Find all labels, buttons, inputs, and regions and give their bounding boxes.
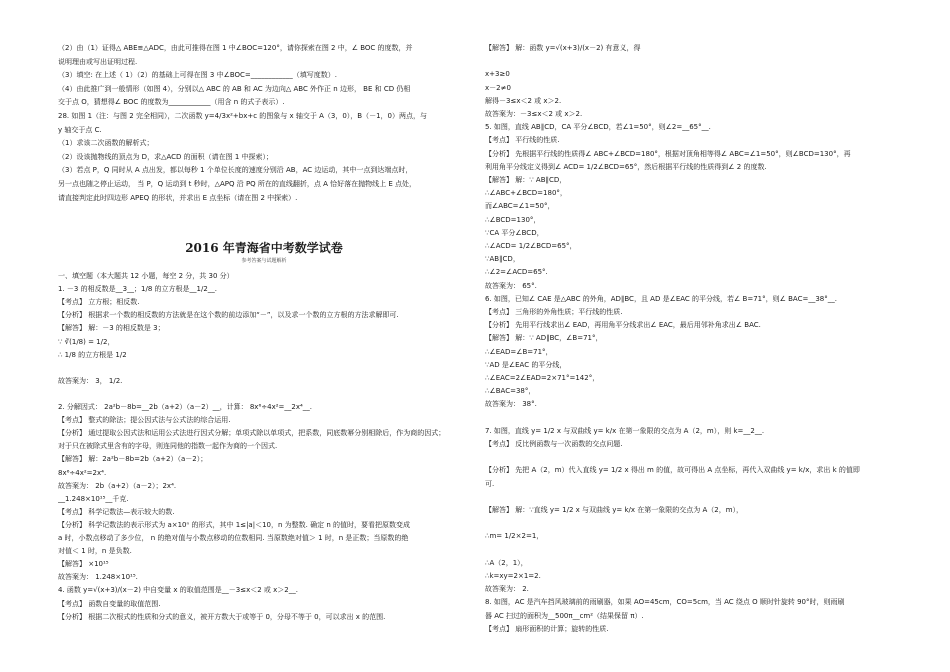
text-line: ∴m= 1/2×2=1， (485, 532, 544, 541)
text-line: （3）填空: 在上述（ 1）（2）的基础上可得在图 3 中∠BOC=____________（填写度数）. (58, 71, 338, 80)
text-line: 器 AC 扫过的面积为__500π__cm²（结果保留 π）. (485, 611, 644, 620)
text-line: （2）设该抛物线的顶点为 D，求△ACD 的面积（请在图 1 中探索）； (58, 152, 274, 161)
text-line: 而∠ABC=∠1=50°， (485, 202, 555, 211)
text-line: 6. 如图，已知∠ CAE 是△ABC 的外角，AD∥BC，且 AD 是∠EAC 的平分线，若∠ B=71°，则∠ BAC=__38°__. (485, 294, 837, 303)
text-line: ∵CA 平分∠BCD， (485, 228, 544, 237)
text-line: （1）求该二次函数的解析式； (58, 139, 154, 148)
text-line: ∴∠ACD= 1/2∠BCD=65°， (485, 242, 577, 250)
exam-title: 2016 年青海省中考数学试卷 (185, 241, 343, 255)
text-line: 【考点】 反比例函数与一次函数的交点问题. (485, 440, 623, 448)
text-line: （4）由此推广到一般情形（如图 4），分别以△ ABC 的 AB 和 AC 为边向△ ABC 外作正 n 边形， BE 和 CD 仍相 (58, 84, 411, 93)
text-line: 【解答】 解：∵直线 y= 1/2 x 与双曲线 y= k/x 在第一象限的交点为 A（2，m）， (485, 506, 744, 514)
text-line: y 轴交于点 C. (58, 125, 102, 134)
text-line: 【考点】 平行线的性质. (485, 136, 560, 145)
text-line: a 时，小数点移动了多少位， n 的绝对值与小数点移动的位数相同. 当原数绝对值＞ 1 时，n 是正数；当原数的绝 (58, 534, 409, 542)
text-line: 故答案为： 3， 1/2. (58, 376, 123, 385)
text-line: 【考点】 立方根；相反数. (58, 298, 140, 307)
text-line: 【解答】 解：2a²b－8b=2b（a+2）（a－2）； (58, 455, 208, 464)
text-line: 请直接判定此时四边形 APEQ 的形状，并求出 E 点坐标（请在图 2 中探索）. (58, 193, 298, 202)
text-line: ∴∠EAD=∠B=71°， (485, 347, 553, 356)
text-line: 【分析】 根据求一个数的相反数的方法就是在这个数的前边添加“－”，以及求一个数的立方根的方法求解即可. (58, 311, 399, 320)
text-line: 说明理由或写出证明过程. (58, 57, 138, 66)
text-line: 解得－3≤x＜2 或 x＞2. (485, 96, 562, 105)
text-line: 故答案为： 65°. (485, 281, 537, 290)
text-line: 8. 如图，AC 是汽车挡风玻璃前的雨刷器，如果 AO=45cm，CO=5cm，当 AC 绕点 O 顺时针旋转 90°时，则雨刷 (485, 598, 845, 607)
text-line: 【考点】 科学记数法—表示较大的数. (58, 507, 175, 516)
text-line: 【分析】 先用平行线求出∠ EAD，再用角平分线求出∠ EAC，最后用邻补角求出∠ BAC. (485, 321, 761, 330)
text-line: 交于点 O，猜想得∠ BOC 的度数为____________（用含 n 的式子表示）. (58, 98, 285, 107)
text-line: 1. －3 的相反数是__3__；1/8 的立方根是__1/2__. (58, 285, 218, 294)
text-line: 【分析】 根据二次根式的性质和分式的意义，被开方数大于或等于 0，分母不等于 0，可以求出 x 的范围. (58, 612, 386, 621)
text-line: 【解答】 解：∵ AD∥BC，∠B=71°， (485, 334, 603, 343)
text-line: 故答案为： 2b（a+2）（a－2）；2x⁴. (58, 481, 177, 490)
text-line: 故答案为：－3≤x＜2 或 x＞2. (485, 110, 583, 118)
text-line: x+3≥0 (485, 70, 510, 79)
text-line: 【分析】 先根据平行线的性质得∠ ABC+∠BCD=180°，根据对顶角相等得∠ ABC=∠1=50°，则∠BCD=130°，再 (485, 149, 851, 158)
text-line: ∵AB∥CD， (485, 255, 520, 264)
text-line: 【考点】 函数自变量的取值范围. (58, 599, 161, 608)
text-line: 7. 如图，直线 y= 1/2 x 与双曲线 y= k/x 在第一象限的交点为 A（2，m），则 k=__2__. (485, 426, 765, 435)
text-line: 8x⁶÷4x²=2x⁴. (58, 468, 107, 477)
text-line: 故答案为： 38°. (485, 400, 537, 409)
text-line: 利用角平分线定义得到∠ ACD= 1/2∠BCD=65°，然后根据平行线的性质得到∠ 2 的度数. (485, 162, 767, 171)
text-line: ∴A（2，1）， (485, 558, 528, 567)
text-line: ∴∠2=∠ACD=65°. (485, 268, 548, 277)
text-line: ∴∠BCD=130°， (485, 215, 541, 224)
left-column (58, 0, 470, 672)
text-line: 对于只在被除式里含有的字母，则连同他的指数一起作为商的一个因式. (58, 442, 278, 451)
text-line: ∴∠BAC=38°， (485, 387, 536, 396)
text-line: 2. 分解因式： 2a²b－8b=__2b（a+2）（a－2）__，计算： 8x⁶÷4x²=__2x⁴__. (58, 403, 313, 411)
text-line: ∵AD 是∠EAC 的平分线， (485, 360, 567, 369)
text-line: 【考点】 整式的除法；提公因式法与公式法的综合运用. (58, 416, 231, 425)
text-line: 28. 如图 1（注：与图 2 完全相同），二次函数 y=4/3x²+bx+c 的图象与 x 轴交于 A（3，0），B（－1，0）两点，与 (58, 112, 427, 120)
text-line: 【分析】 先把 A（2，m）代入直线 y= 1/2 x 得出 m 的值，故可得出 A 点坐标，再代入双曲线 y= k/x，求出 k 的值即 (485, 466, 860, 475)
text-line: 【解答】 解：函数 y=√(x+3)/(x－2) 有意义，得 (485, 44, 641, 52)
text-line: 【分析】 通过提取公因式法和运用公式法进行因式分解；单项式除以单项式，把系数，同底数幂分别相除后，作为商的因式； (58, 429, 446, 438)
text-line: 一、填空题（本大题共 12 小题，每空 2 分，共 30 分） (58, 272, 234, 280)
text-line: ∴∠EAC=2∠EAD=2×71°=142°， (485, 374, 600, 382)
text-line: 可. (485, 479, 495, 488)
text-line: 【解答】 解：∵ AB∥CD， (485, 176, 567, 184)
text-line: 【考点】 扇形面积的计算；旋转的性质. (485, 624, 609, 633)
text-line: 故答案为： 1.248×10¹⁵. (58, 573, 138, 582)
text-line: 【解答】 ×10¹⁵ (58, 560, 109, 569)
text-line: 对值＜ 1 时，n 是负数. (58, 547, 132, 556)
text-line: ∵ ∛(1/8) = 1/2， (58, 337, 115, 346)
text-line: ∴∠ABC+∠BCD=180°， (485, 189, 567, 198)
text-line: 另一点也随之停止运动， 当 P，Q 运动到 t 秒时，△APQ 沿 PQ 所在的直线翻折，点 A 恰好落在抛物线上 E 点处， (58, 180, 417, 188)
text-line: ∴k=xy=2×1=2. (485, 572, 541, 580)
answer-subtitle: 参考答案与试题解析 (241, 258, 287, 264)
text-line: 5. 如图，直线 AB∥CD，CA 平分∠BCD，若∠1=50°，则∠2=__65°__. (485, 123, 711, 132)
text-line: 【考点】 三角形的外角性质；平行线的性质. (485, 308, 623, 316)
right-column (485, 0, 895, 672)
text-line: x－2≠0 (485, 83, 511, 92)
text-line: 4. 函数 y=√(x+3)/(x－2) 中自变量 x 的取值范围是__－3≤x＜2 或 x＞2__. (58, 586, 298, 595)
text-line: __1.248×10¹⁵__千克. (58, 494, 129, 503)
text-line: 【解答】 解：－3 的相反数是 3； (58, 324, 165, 333)
text-line: 【分析】 科学记数法的表示形式为 a×10ⁿ 的形式，其中 1≤|a|＜10，n 为整数. 确定 n 的值时，要看把原数变成 (58, 520, 410, 529)
text-line: （2）由（1）证得△ ABE≌△ADC，由此可推得在图 1 中∠BOC=120°，请你探索在图 2 中，∠ BOC 的度数，并 (58, 44, 413, 52)
text-line: ∴ 1/8 的立方根是 1/2 (58, 350, 127, 359)
text-line: 故答案为： 2. (485, 585, 529, 594)
text-line: （3）若点 P，Q 同时从 A 点出发，都以每秒 1 个单位长度的速度分别沿 AB，AC 边运动，其中一点到达端点时， (58, 166, 413, 175)
